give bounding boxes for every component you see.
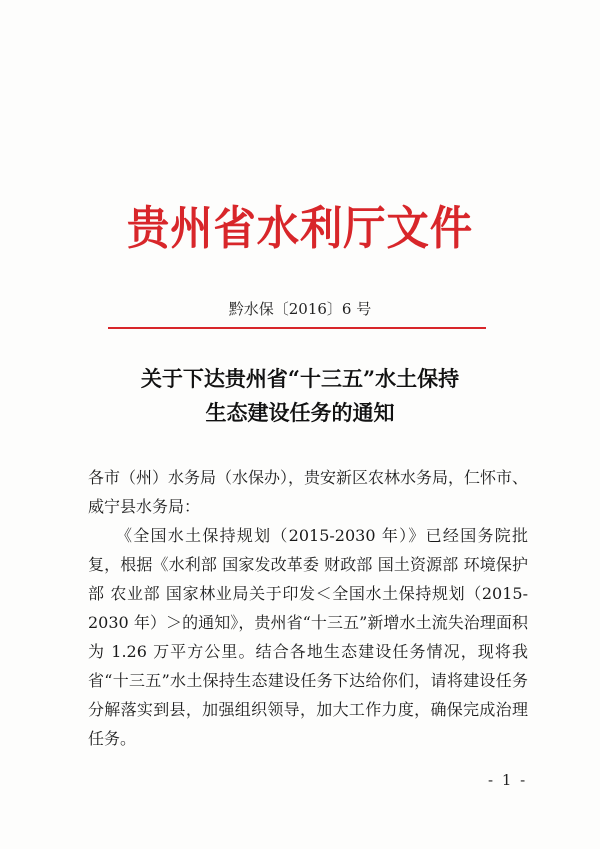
issuing-authority-header: 贵州省水利厅文件 xyxy=(127,201,473,255)
page-number: - 1 - xyxy=(488,771,528,789)
document-title-line-2: 生态建设任务的通知 xyxy=(205,400,395,425)
addressee-paragraph: 各市（州）水务局（水保办），贵安新区农林水务局，仁怀市、威宁县水务局： xyxy=(88,468,529,516)
body-paragraph-1: 《全国水土保持规划（2015-2030 年）》已经国务院批复，根据《水利部 国家发改革委 财政部 国土资源部 环境保护部 农业部 国家林业局关于印发＜全国水土保持规划（2015-2030 年）＞的通知》，贵州省“十三五”新增水土流失治理面积为 1.26 万平方公里。结合各地生态建设任务情况，现将我省“十三五”水土保持生态建设任务下达给你们，请将建设任务分解落实到县，加强组织领导，加大工作力度，确保完成治理任务。 xyxy=(88,526,528,748)
document-title xyxy=(0,362,600,430)
document-number: 黔水保〔2016〕6 号 xyxy=(228,300,372,318)
red-divider-line xyxy=(108,327,486,329)
document-title-line-1: 关于下达贵州省“十三五”水土保持 xyxy=(140,366,460,391)
document-body xyxy=(88,463,528,753)
